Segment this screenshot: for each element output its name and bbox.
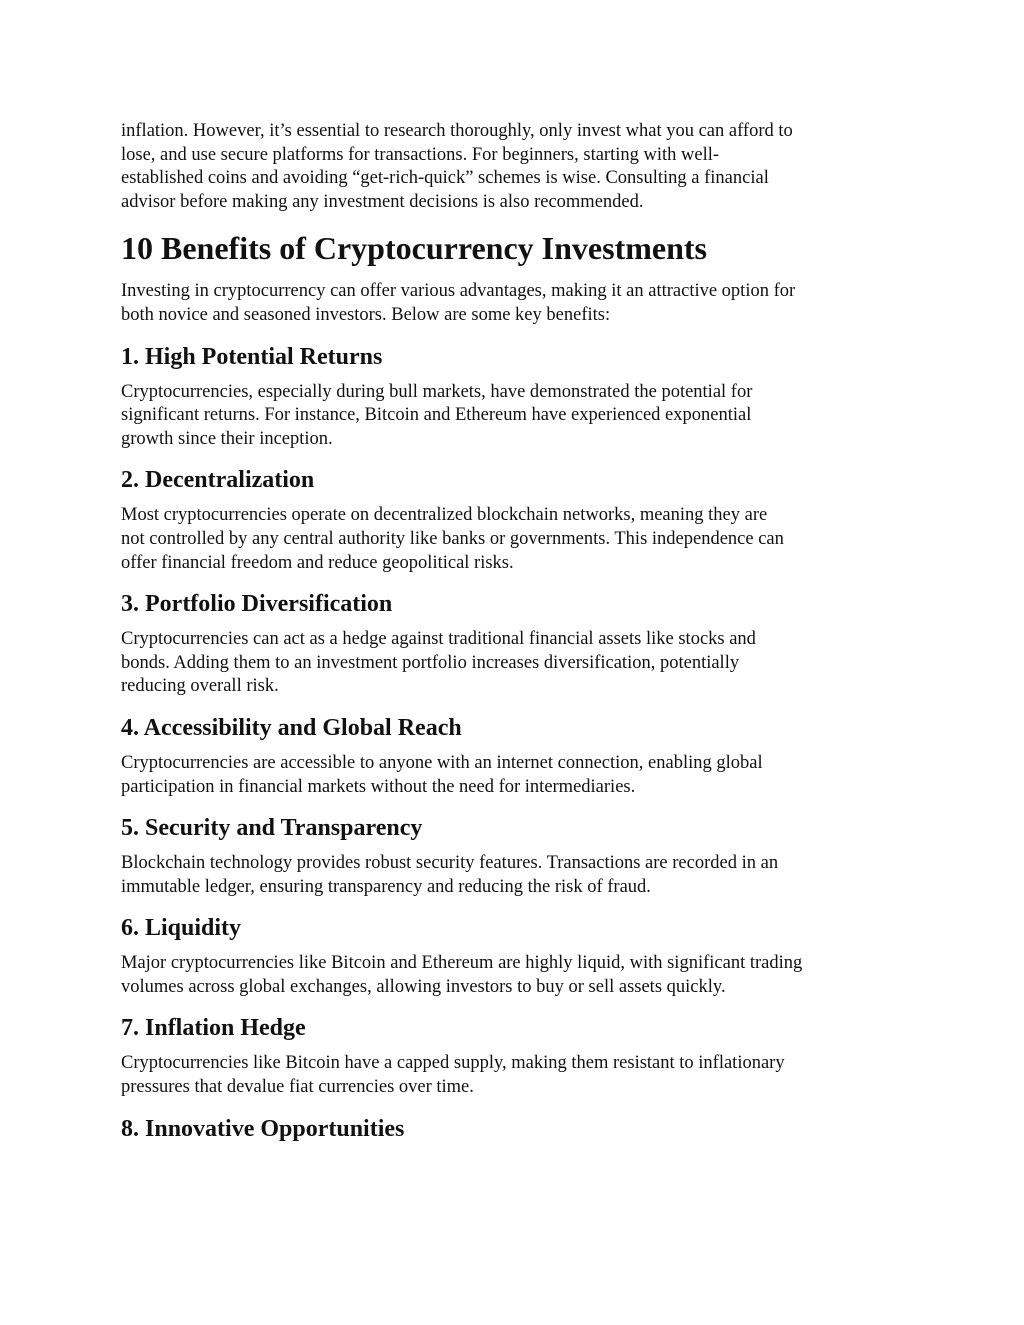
benefit-heading: 6. Liquidity	[121, 915, 242, 942]
benefit-line: participation in financial markets without the need for intermediaries.	[121, 776, 636, 797]
benefit-section	[121, 1114, 921, 1144]
benefit-line: offer financial freedom and reduce geopolitical risks.	[121, 552, 514, 573]
main-intro-line: Investing in cryptocurrency can offer various advantages, making it an attractive option for	[121, 281, 796, 302]
document-page	[121, 120, 921, 1153]
benefit-section	[121, 813, 921, 899]
benefit-line: reducing overall risk.	[121, 676, 279, 697]
main-intro-paragraph	[121, 280, 921, 327]
benefit-paragraph	[121, 952, 921, 999]
benefit-line: pressures that devalue fiat currencies over time.	[121, 1077, 474, 1098]
main-intro-line: both novice and seasoned investors. Below are some key benefits:	[121, 304, 611, 325]
benefit-section	[121, 713, 921, 799]
benefit-section	[121, 1013, 921, 1099]
benefit-paragraph	[121, 1052, 921, 1099]
main-heading: 10 Benefits of Cryptocurrency Investments	[121, 230, 707, 267]
benefit-line: Most cryptocurrencies operate on decentralized blockchain networks, meaning they are	[121, 505, 768, 526]
benefit-line: significant returns. For instance, Bitcoin and Ethereum have experienced exponential	[121, 405, 752, 426]
benefit-line: Cryptocurrencies are accessible to anyone with an internet connection, enabling global	[121, 752, 763, 773]
benefit-section	[121, 465, 921, 575]
benefit-line: growth since their inception.	[121, 428, 333, 449]
intro-line: established coins and avoiding “get-rich-quick” schemes is wise. Consulting a financial	[121, 168, 769, 189]
benefit-line: Blockchain technology provides robust security features. Transactions are recorded in an	[121, 853, 779, 874]
benefit-line: bonds. Adding them to an investment portfolio increases diversification, potentially	[121, 652, 740, 673]
benefit-heading: 3. Portfolio Diversification	[121, 591, 393, 618]
benefit-paragraph	[121, 852, 921, 899]
benefit-heading: 7. Inflation Hedge	[121, 1015, 306, 1042]
benefit-line: Cryptocurrencies like Bitcoin have a capped supply, making them resistant to inflationary	[121, 1053, 785, 1074]
benefit-heading: 1. High Potential Returns	[121, 343, 383, 370]
benefit-paragraph	[121, 504, 921, 575]
intro-line: inflation. However, it’s essential to research thoroughly, only invest what you can afford to	[121, 121, 793, 141]
benefit-line: Cryptocurrencies, especially during bull markets, have demonstrated the potential for	[121, 381, 753, 402]
benefit-line: immutable ledger, ensuring transparency and reducing the risk of fraud.	[121, 876, 651, 897]
benefit-paragraph	[121, 381, 921, 452]
benefit-line: volumes across global exchanges, allowing investors to buy or sell assets quickly.	[121, 976, 726, 997]
benefit-section	[121, 342, 921, 452]
benefit-section	[121, 913, 921, 999]
intro-paragraph	[121, 120, 921, 214]
benefit-paragraph	[121, 752, 921, 799]
benefit-heading: 4. Accessibility and Global Reach	[121, 714, 462, 741]
benefit-line: Cryptocurrencies can act as a hedge against traditional financial assets like stocks and	[121, 629, 756, 650]
benefit-heading: 2. Decentralization	[121, 467, 315, 494]
benefit-heading: 5. Security and Transparency	[121, 815, 423, 842]
benefit-line: Major cryptocurrencies like Bitcoin and Ethereum are highly liquid, with significant trading	[121, 953, 803, 974]
benefit-heading: 8. Innovative Opportunities	[121, 1115, 405, 1142]
benefit-line: not controlled by any central authority like banks or governments. This independence can	[121, 528, 784, 549]
intro-line: lose, and use secure platforms for transactions. For beginners, starting with well-	[121, 144, 720, 165]
benefit-section	[121, 589, 921, 699]
benefit-paragraph	[121, 628, 921, 699]
intro-line: advisor before making any investment decisions is also recommended.	[121, 191, 644, 212]
